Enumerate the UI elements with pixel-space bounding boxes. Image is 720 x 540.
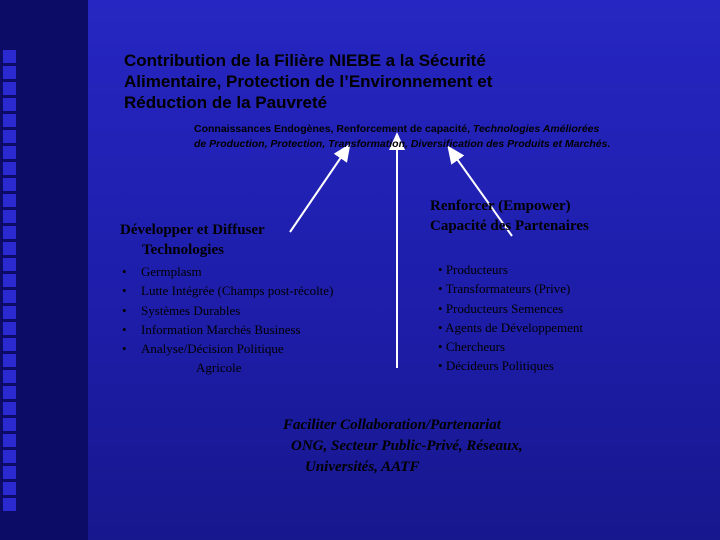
left-list-item bbox=[122, 262, 362, 281]
right-heading-line-2: Capacité des Partenaires bbox=[430, 218, 589, 234]
right-item-text: Producteurs Semences bbox=[445, 300, 564, 316]
slide-title bbox=[124, 50, 604, 113]
left-item-text: Lutte Intégrée (Champs post-récolte) bbox=[141, 283, 334, 299]
right-section-heading bbox=[430, 196, 670, 236]
left-item-text: Germplasm bbox=[141, 264, 202, 279]
subtitle-normal-text: Connaissances Endogènes, Renforcement de capacité, bbox=[194, 123, 473, 135]
left-section-heading bbox=[120, 220, 320, 260]
left-item-text: Systèmes Durables bbox=[141, 302, 241, 318]
left-heading-line-1: Développer et Diffuser bbox=[120, 222, 265, 238]
right-item-text: Chercheurs bbox=[445, 339, 506, 355]
right-item-text: Décideurs Politiques bbox=[445, 358, 554, 374]
right-list-item bbox=[438, 260, 688, 279]
left-list-item bbox=[122, 339, 362, 378]
bottom-collaboration-block bbox=[283, 415, 623, 478]
left-list-item bbox=[122, 320, 362, 339]
left-heading-line-2: Technologies bbox=[142, 242, 224, 258]
bottom-line-3: Universités, AATF bbox=[305, 459, 420, 475]
bottom-line-2: ONG, Secteur Public-Privé, Réseaux, bbox=[291, 438, 523, 454]
title-line-1: Contribution de la Filière NIEBE a la Sécurité bbox=[124, 51, 486, 70]
subtitle-italic-text: Technologies Améliorées de Production, Protection, Transformation, Diversification des Produits et Marchés. bbox=[194, 123, 611, 150]
right-bullet-list bbox=[438, 260, 688, 376]
right-item-text: Producteurs bbox=[445, 262, 508, 277]
right-list-item bbox=[438, 337, 688, 356]
title-line-3: Réduction de la Pauvreté bbox=[124, 93, 328, 112]
right-item-text: Transformateurs (Prive) bbox=[445, 281, 571, 297]
left-item-continuation: Agricole bbox=[196, 360, 242, 376]
left-list-item bbox=[122, 281, 362, 300]
title-line-2: Alimentaire, Protection de l’Environnement et bbox=[124, 72, 493, 91]
right-list-item bbox=[438, 299, 688, 318]
right-list-item bbox=[438, 318, 688, 337]
right-item-text: Agents de Développement bbox=[445, 319, 583, 335]
slide-subtitle bbox=[194, 122, 614, 152]
right-list-item bbox=[438, 279, 688, 298]
left-bullet-list bbox=[122, 262, 362, 378]
left-list-item bbox=[122, 301, 362, 320]
right-heading-line-1: Renforcer (Empower) bbox=[430, 198, 571, 214]
left-item-text: Analyse/Décision Politique bbox=[141, 341, 284, 357]
right-list-item bbox=[438, 356, 688, 375]
bottom-line-1: Faciliter Collaboration/Partenariat bbox=[283, 417, 501, 433]
left-item-text: Information Marchés Business bbox=[141, 321, 301, 337]
